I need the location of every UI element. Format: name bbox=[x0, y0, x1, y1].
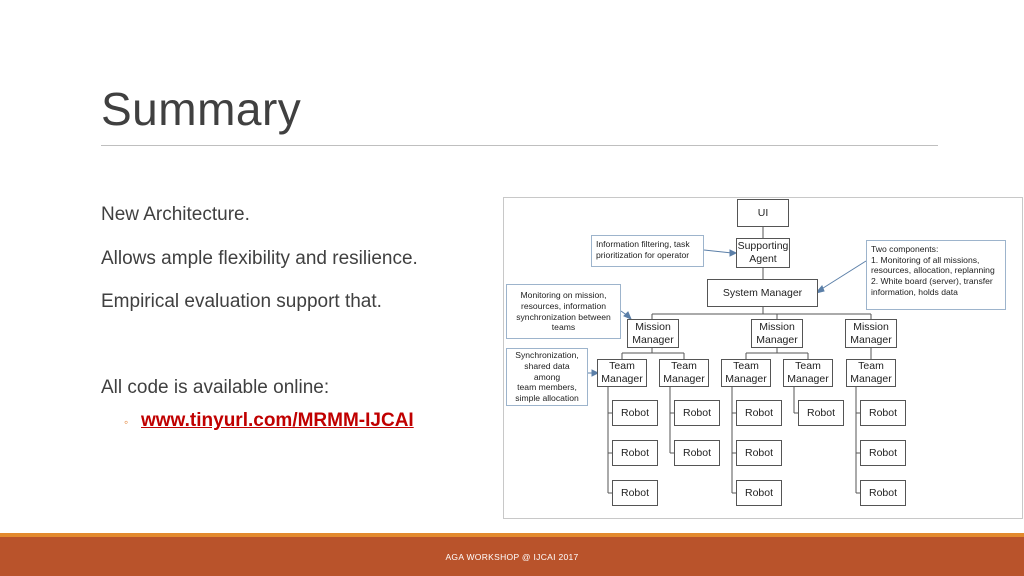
mission-manager-line-1: Mission bbox=[759, 320, 795, 333]
mission-manager-line-2: Manager bbox=[850, 333, 892, 346]
team-manager-line-2: Manager bbox=[725, 373, 767, 385]
robot-box: Robot bbox=[860, 440, 906, 466]
team-manager-line-2: Manager bbox=[663, 373, 705, 385]
mission-manager-line-2: Manager bbox=[632, 333, 674, 346]
mission-manager-box bbox=[845, 319, 897, 348]
note-line: prioritization for operator bbox=[596, 249, 690, 260]
team-manager-box bbox=[721, 359, 771, 387]
code-link[interactable]: www.tinyurl.com/MRMM-IJCAI bbox=[141, 410, 414, 431]
mission-manager-line-1: Mission bbox=[853, 320, 889, 333]
supporting-agent-line-1: Supporting bbox=[737, 240, 789, 253]
line-flexibility: Allows ample flexibility and resilience. bbox=[101, 248, 418, 269]
team-manager-line-1: Team bbox=[671, 360, 697, 373]
team-manager-box bbox=[783, 359, 833, 387]
title-divider bbox=[101, 145, 938, 146]
team-manager-line-1: Team bbox=[609, 360, 635, 373]
robot-box: Robot bbox=[860, 400, 906, 426]
supporting-agent-line-2: Agent bbox=[749, 253, 777, 265]
bullet-icon: ◦ bbox=[124, 415, 129, 429]
note-synchronization bbox=[506, 348, 588, 406]
robot-box: Robot bbox=[736, 400, 782, 426]
robot-box: Robot bbox=[736, 480, 782, 506]
robot-box: Robot bbox=[736, 440, 782, 466]
note-line: Two components: bbox=[871, 244, 939, 254]
robot-box: Robot bbox=[798, 400, 844, 426]
robot-box: Robot bbox=[860, 480, 906, 506]
slide-title: Summary bbox=[101, 83, 302, 135]
note-line: simple allocation bbox=[515, 393, 579, 404]
team-manager-line-2: Manager bbox=[850, 373, 892, 385]
note-line: information, holds data bbox=[871, 286, 958, 297]
note-line: team members, bbox=[517, 382, 577, 393]
system-manager-box: System Manager bbox=[707, 279, 818, 307]
team-manager-line-2: Manager bbox=[787, 373, 829, 385]
team-manager-line-2: Manager bbox=[601, 373, 643, 385]
note-line: teams bbox=[551, 322, 576, 333]
team-manager-line-1: Team bbox=[795, 360, 821, 373]
mission-manager-line-2: Manager bbox=[756, 333, 798, 346]
note-line: 1. Monitoring of all missions, bbox=[871, 254, 980, 265]
team-manager-box bbox=[597, 359, 647, 387]
note-line: Synchronization, bbox=[515, 350, 579, 361]
supporting-agent-box bbox=[736, 238, 790, 268]
note-monitoring bbox=[506, 284, 621, 339]
team-manager-box bbox=[846, 359, 896, 387]
robot-box: Robot bbox=[612, 480, 658, 506]
mission-manager-box bbox=[751, 319, 803, 348]
line-code-available: All code is available online: bbox=[101, 377, 330, 398]
note-two-components bbox=[866, 240, 1006, 310]
robot-box: Robot bbox=[674, 440, 720, 466]
note-information-filtering bbox=[591, 235, 704, 267]
robot-box: Robot bbox=[612, 440, 658, 466]
note-line: 2. White board (server), transfer bbox=[871, 276, 993, 287]
team-manager-box bbox=[659, 359, 709, 387]
note-line: shared data among bbox=[524, 360, 570, 382]
line-new-architecture: New Architecture. bbox=[101, 204, 250, 225]
note-line: synchronization between bbox=[516, 311, 611, 322]
robot-box: Robot bbox=[612, 400, 658, 426]
mission-manager-line-1: Mission bbox=[635, 320, 671, 333]
team-manager-line-1: Team bbox=[733, 360, 759, 373]
note-line: resources, allocation, replanning bbox=[871, 265, 995, 276]
footer-text: AGA WORKSHOP @ IJCAI 2017 bbox=[445, 552, 579, 562]
mission-manager-box bbox=[627, 319, 679, 348]
architecture-diagram bbox=[503, 197, 1023, 519]
team-manager-line-1: Team bbox=[858, 360, 884, 373]
note-line: Information filtering, task bbox=[596, 239, 690, 249]
note-line: resources, information bbox=[520, 300, 607, 311]
note-line: Monitoring on mission, bbox=[520, 290, 607, 301]
line-evaluation: Empirical evaluation support that. bbox=[101, 291, 382, 312]
robot-box: Robot bbox=[674, 400, 720, 426]
ui-box: UI bbox=[737, 199, 789, 227]
